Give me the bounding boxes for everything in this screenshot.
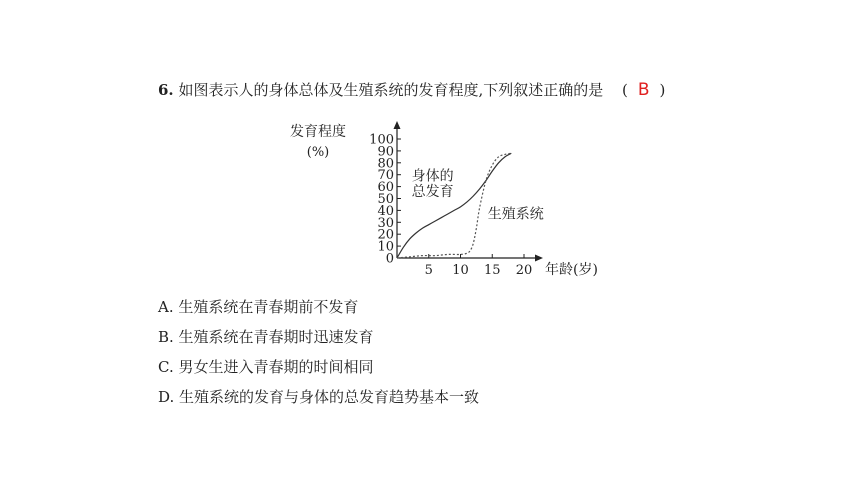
y-tick-label: 50 — [377, 192, 394, 207]
y-axis-label: 发育程度 — [290, 124, 346, 140]
answer-bracket — [622, 80, 665, 100]
y-tick-label: 80 — [377, 156, 394, 172]
y-tick-label: 40 — [377, 203, 394, 219]
option-a[interactable]: A. 生殖系统在青春期前不发育 — [158, 298, 359, 316]
y-tick-label: 70 — [377, 168, 394, 184]
y-axis-unit: (%) — [306, 145, 330, 160]
x-tick-label: 20 — [515, 263, 533, 278]
option-c[interactable]: C. 男女生进入青春期的时间相同 — [158, 358, 374, 376]
x-axis-label: 年龄(岁) — [545, 262, 598, 278]
question-number: 6. — [158, 81, 174, 99]
question-stem — [158, 79, 665, 100]
question-text: 如图表示人的身体总体及生殖系统的发育程度,下列叙述正确的是 — [178, 81, 604, 99]
y-tick-label: 0 — [385, 251, 394, 267]
y-tick-label: 60 — [377, 180, 394, 196]
series-label-body: 总发育 — [411, 184, 454, 201]
x-tick-label: 5 — [424, 263, 433, 278]
development-chart — [280, 112, 620, 282]
answer-letter: B — [637, 80, 650, 100]
y-tick-label: 10 — [377, 239, 394, 255]
option-d[interactable]: D. 生殖系统的发育与身体的总发育趋势基本一致 — [158, 388, 480, 406]
x-axis-arrow — [535, 255, 543, 262]
x-tick-label: 10 — [452, 263, 469, 278]
series-label-reproductive: 生殖系统 — [487, 206, 544, 223]
x-tick-label: 15 — [483, 263, 501, 278]
y-tick-label: 30 — [377, 215, 394, 231]
series-label-body: 身体的 — [411, 168, 454, 185]
paren-close: ) — [659, 81, 666, 99]
y-tick-label: 20 — [377, 227, 394, 243]
y-tick-label: 100 — [369, 132, 394, 148]
y-axis-arrow — [394, 121, 401, 129]
option-b[interactable]: B. 生殖系统在青春期时迅速发育 — [158, 328, 374, 346]
paren-open: ( — [622, 81, 628, 99]
y-tick-label: 90 — [377, 144, 394, 160]
